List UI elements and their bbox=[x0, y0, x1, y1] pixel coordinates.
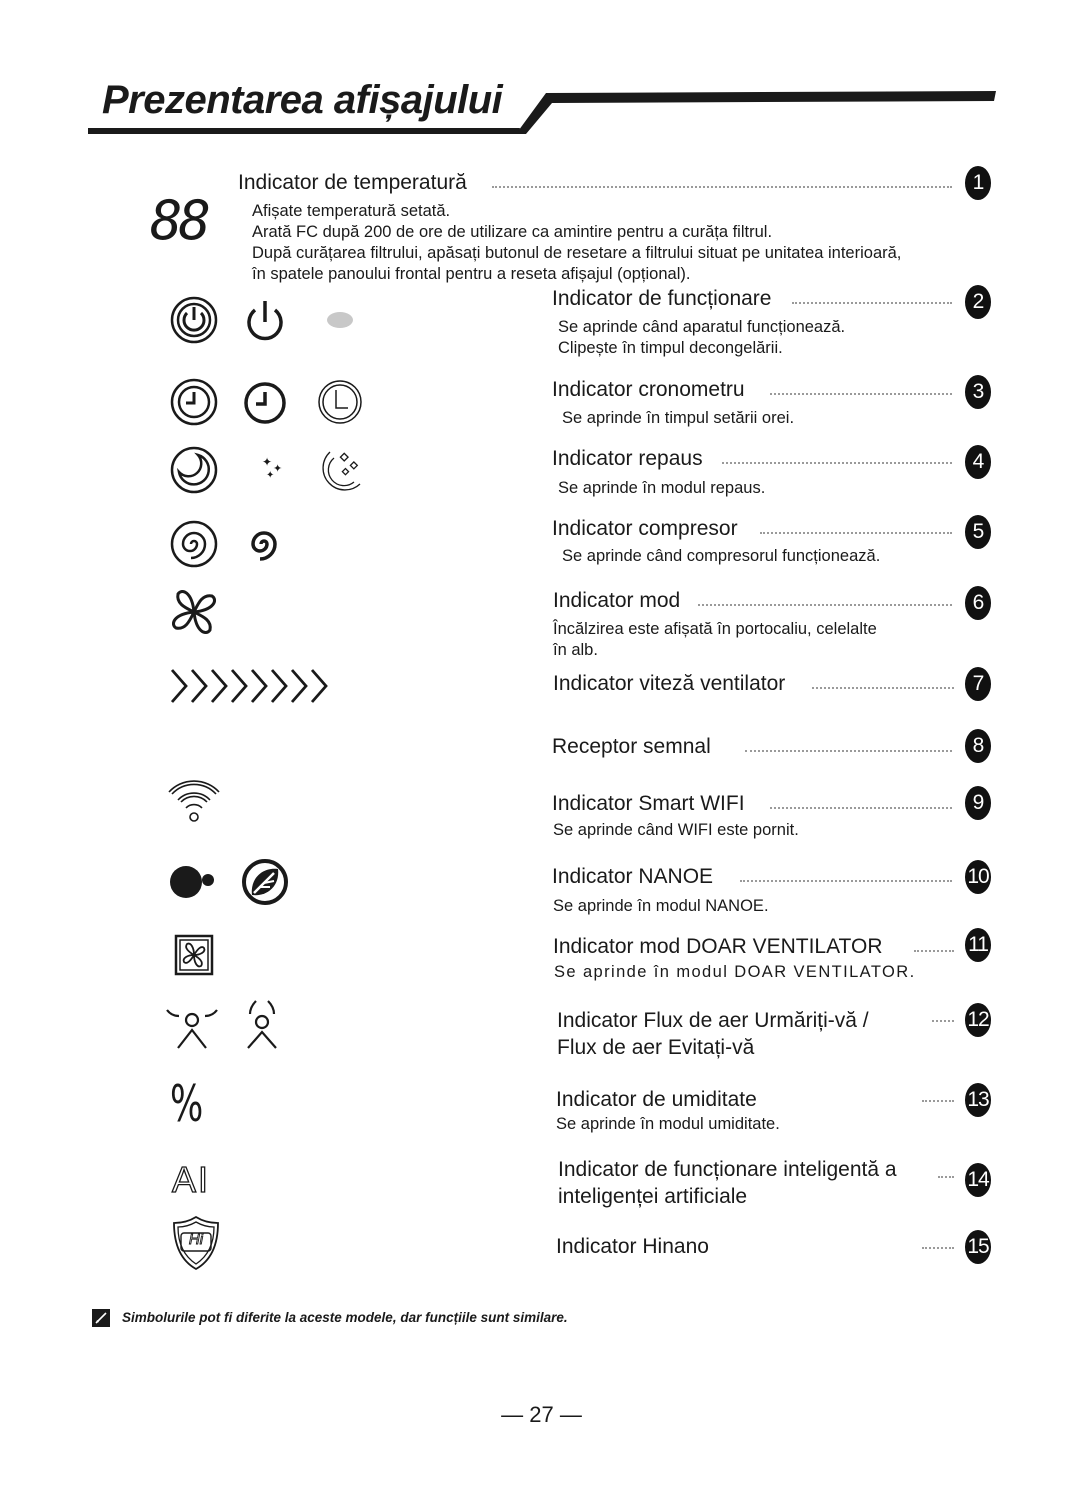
item-11-badge: 11 bbox=[965, 928, 991, 962]
leader-dots bbox=[812, 687, 954, 689]
item-1-heading: Indicator de temperatură bbox=[238, 171, 467, 194]
leader-dots bbox=[914, 950, 954, 952]
item-2-heading: Indicator de funcționare bbox=[552, 287, 772, 310]
item-2-badge: 2 bbox=[965, 285, 991, 319]
humidity-icon: % bbox=[170, 1075, 204, 1133]
item-12-heading: Indicator Flux de aer Urmăriți-vă / bbox=[557, 1009, 869, 1032]
ai-icon: AI bbox=[172, 1159, 211, 1200]
item-1-line-4: în spatele panoului frontal pentru a reseta afișajul (opțional). bbox=[252, 265, 691, 283]
item-3-badge: 3 bbox=[965, 375, 991, 409]
item-8-badge: 8 bbox=[965, 729, 991, 763]
title-underline bbox=[0, 0, 1083, 140]
timer-icon bbox=[242, 380, 288, 426]
led-dot-icon bbox=[325, 310, 355, 330]
svg-text:◇: ◇ bbox=[342, 467, 349, 477]
item-5-heading: Indicator compresor bbox=[552, 517, 738, 540]
svg-text:◇: ◇ bbox=[350, 460, 358, 471]
item-7-heading: Indicator viteză ventilator bbox=[553, 672, 786, 695]
item-6-heading: Indicator mod bbox=[553, 589, 681, 612]
item-10-heading: Indicator NANOE bbox=[552, 865, 714, 888]
item-6-badge: 6 bbox=[965, 586, 991, 620]
item-14-badge: 14 bbox=[965, 1163, 991, 1197]
item-7-badge: 7 bbox=[965, 667, 991, 701]
item-1-badge: 1 bbox=[965, 166, 991, 200]
leader-dots bbox=[492, 186, 952, 188]
item-11-line-1: Se aprinde în modul DOAR VENTILATOR. bbox=[554, 963, 916, 981]
item-8-heading: Receptor semnal bbox=[552, 735, 711, 758]
item-5-line-1: Se aprinde când compresorul funcționează. bbox=[562, 547, 881, 565]
item-13-heading: Indicator de umiditate bbox=[556, 1088, 757, 1111]
item-3-line-1: Se aprinde în timpul setării orei. bbox=[562, 409, 795, 427]
leader-dots bbox=[938, 1176, 954, 1178]
sleep-moon-icon bbox=[240, 446, 292, 494]
item-15-badge: 15 bbox=[965, 1230, 991, 1264]
item-13-line-1: Se aprinde în modul umiditate. bbox=[556, 1115, 780, 1133]
sleep-circle-icon bbox=[170, 446, 218, 494]
item-1-line-1: Afișate temperatură setată. bbox=[252, 202, 451, 220]
item-11-heading: Indicator mod DOAR VENTILATOR bbox=[553, 935, 883, 958]
compressor-icon bbox=[242, 522, 286, 566]
compressor-circle-icon bbox=[170, 520, 218, 568]
item-14-heading: Indicator de funcționare inteligentă a bbox=[558, 1158, 897, 1181]
svg-text:✦: ✦ bbox=[262, 455, 273, 469]
leader-dots bbox=[760, 532, 952, 534]
mode-fan-icon bbox=[168, 586, 220, 638]
airflow-avoid-icon bbox=[236, 998, 288, 1050]
page-title: Prezentarea afișajului bbox=[102, 78, 503, 122]
leader-dots bbox=[792, 302, 952, 304]
item-6-line-2: în alb. bbox=[553, 641, 598, 659]
item-6-line-1: Încălzirea este afișată în portocaliu, celelalte bbox=[553, 620, 877, 638]
svg-text:◇: ◇ bbox=[340, 450, 349, 463]
segment-display-icon: 88 bbox=[150, 189, 208, 252]
item-2-line-1: Se aprinde când aparatul funcționează. bbox=[558, 318, 846, 336]
item-9-badge: 9 bbox=[965, 786, 991, 820]
leader-dots bbox=[770, 393, 952, 395]
leader-dots bbox=[745, 750, 952, 752]
note-icon bbox=[92, 1309, 110, 1327]
nanoe-leaf-icon bbox=[240, 857, 290, 907]
item-13-badge: 13 bbox=[965, 1083, 991, 1117]
item-9-heading: Indicator Smart WIFI bbox=[552, 792, 745, 815]
leader-dots bbox=[932, 1020, 954, 1022]
item-9-line-1: Se aprinde când WIFI este pornit. bbox=[553, 821, 799, 839]
svg-text:✦: ✦ bbox=[266, 470, 275, 481]
fan-speed-icon bbox=[170, 666, 342, 706]
item-14-heading-line-2: inteligenței artificiale bbox=[558, 1185, 748, 1208]
svg-text:✦: ✦ bbox=[273, 462, 283, 475]
item-4-heading: Indicator repaus bbox=[552, 447, 703, 470]
item-4-line-1: Se aprinde în modul repaus. bbox=[558, 479, 766, 497]
leader-dots bbox=[740, 880, 952, 882]
item-10-line-1: Se aprinde în modul NANOE. bbox=[553, 897, 769, 915]
wifi-icon bbox=[166, 774, 222, 824]
item-10-badge: 10 bbox=[965, 860, 991, 894]
item-12-badge: 12 bbox=[965, 1003, 991, 1037]
footnote: Simbolurile pot fi diferite la aceste modele, dar funcțiile sunt similare. bbox=[122, 1310, 568, 1325]
item-5-badge: 5 bbox=[965, 515, 991, 549]
nanoe-icon bbox=[168, 860, 218, 904]
leader-dots bbox=[922, 1100, 954, 1102]
hinano-label: Hi bbox=[188, 1231, 204, 1248]
item-15-heading: Indicator Hinano bbox=[556, 1235, 709, 1258]
sleep-outline-icon bbox=[316, 446, 366, 494]
leader-dots bbox=[922, 1247, 954, 1249]
leader-dots bbox=[722, 462, 952, 464]
timer-outline-icon bbox=[316, 378, 364, 426]
timer-circle-icon bbox=[170, 378, 218, 426]
page-number: — 27 — bbox=[501, 1402, 582, 1427]
airflow-follow-icon bbox=[164, 1000, 220, 1052]
item-12-heading-line-2: Flux de aer Evitați-vă bbox=[557, 1036, 755, 1059]
item-2-line-2: Clipește în timpul decongelării. bbox=[558, 339, 783, 357]
item-1-line-2: Arată FC după 200 de ore de utilizare ca amintire pentru a curăța filtrul. bbox=[252, 223, 773, 241]
item-4-badge: 4 bbox=[965, 445, 991, 479]
leader-dots bbox=[698, 604, 952, 606]
leader-dots bbox=[770, 807, 952, 809]
item-3-heading: Indicator cronometru bbox=[552, 378, 745, 401]
power-circle-icon bbox=[170, 296, 218, 344]
power-icon bbox=[242, 296, 288, 344]
item-1-line-3: După curățarea filtrului, apăsați butonul de resetare a filtrului situat pe unitatea interioară, bbox=[252, 244, 902, 262]
fan-only-icon bbox=[174, 934, 214, 976]
